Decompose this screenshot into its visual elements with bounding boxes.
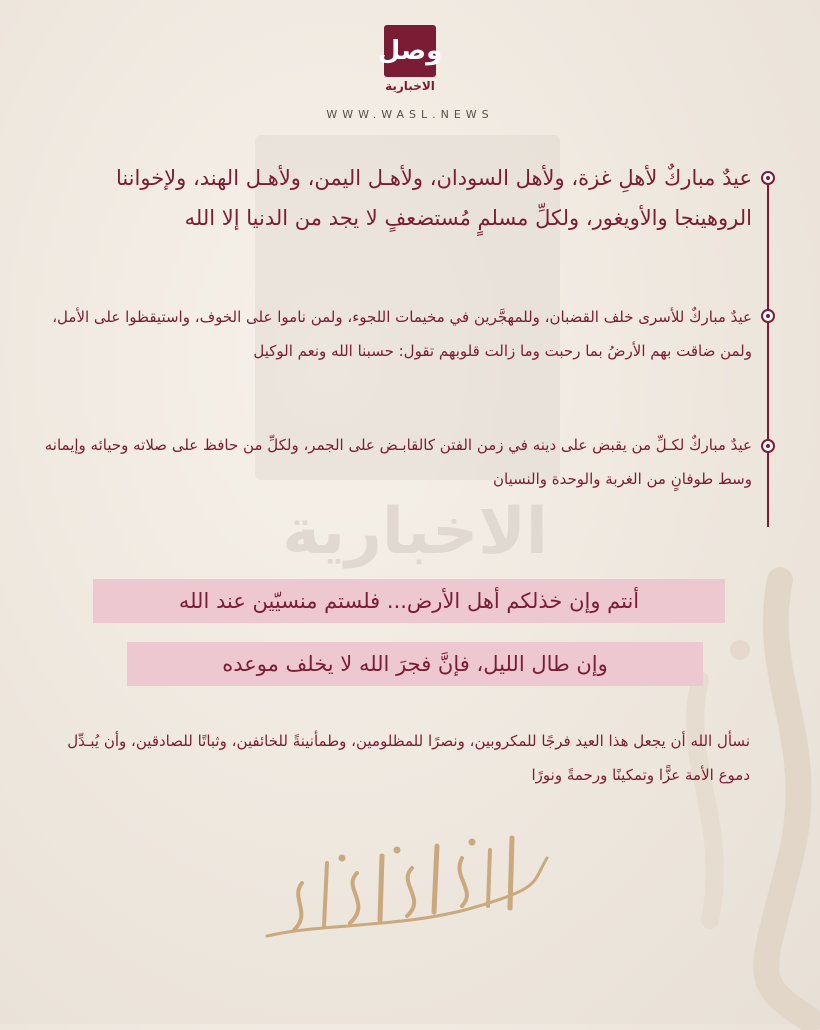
bullet-paragraph-1: عيدٌ مباركٌ لأهلِ غزة، ولأهل السودان، ولأهـل اليمن، ولأهـل الهند، ولإخواننا الروهينجا والأويغور، ولكلِّ مسلمٍ مُستضعفٍ لا يجد من الدنيا إلا الله (115, 166, 752, 230)
greeting-calligraphy (262, 828, 552, 943)
bullet-dot-icon (761, 309, 775, 323)
highlight-line-2: وإن طال الليل، فإنَّ فجرَ الله لا يخلف موعده (127, 642, 703, 686)
site-url: WWW.WASL.NEWS (326, 108, 494, 121)
watermark-text: الاخبارية (282, 495, 548, 569)
bullet-dot-icon (761, 171, 775, 185)
brand-logo (377, 25, 443, 77)
bullet-paragraph-2: عيدٌ مباركٌ للأسرى خلف القضبان، وللمهجَّرين في مخيمات اللجوء، ولمن ناموا على الخوف، واستيقظوا على الأمل، ولمن ضاقت بهم الأرضُ بما رحبت وما زالت قلوبهم تقول: حسبنا الله ونعم الوكيل (52, 308, 752, 360)
logo-mark: وصل (377, 36, 443, 66)
highlight-line-1: أنتم وإن خذلكم أهل الأرض... فلستم منسيّين عند الله (93, 579, 725, 623)
bullet-dot-icon (761, 439, 775, 453)
bullet-paragraph-3: عيدٌ مباركٌ لكـلِّ من يقبض على دينه في زمن الفتن كالقابـض على الجمر، ولكلِّ من حافظ على صلاته وحيائه وإيمانه وسط طوفانٍ من الغربة والوحدة والنسيان (44, 436, 752, 488)
timeline-line (767, 172, 769, 527)
logo-caption: الاخبارية (385, 79, 435, 93)
closing-prayer: نسأل الله أن يجعل هذا العيد فرجًا للمكروبين، ونصرًا للمظلومين، وطمأنينةً للخائفين، وثباتًا للصادقين، وأن يُبـدِّل دموع الأمة عزًّا وتمكينًا ورحمةً ونورًا (67, 732, 750, 784)
decorative-calligraphy (640, 560, 820, 1030)
